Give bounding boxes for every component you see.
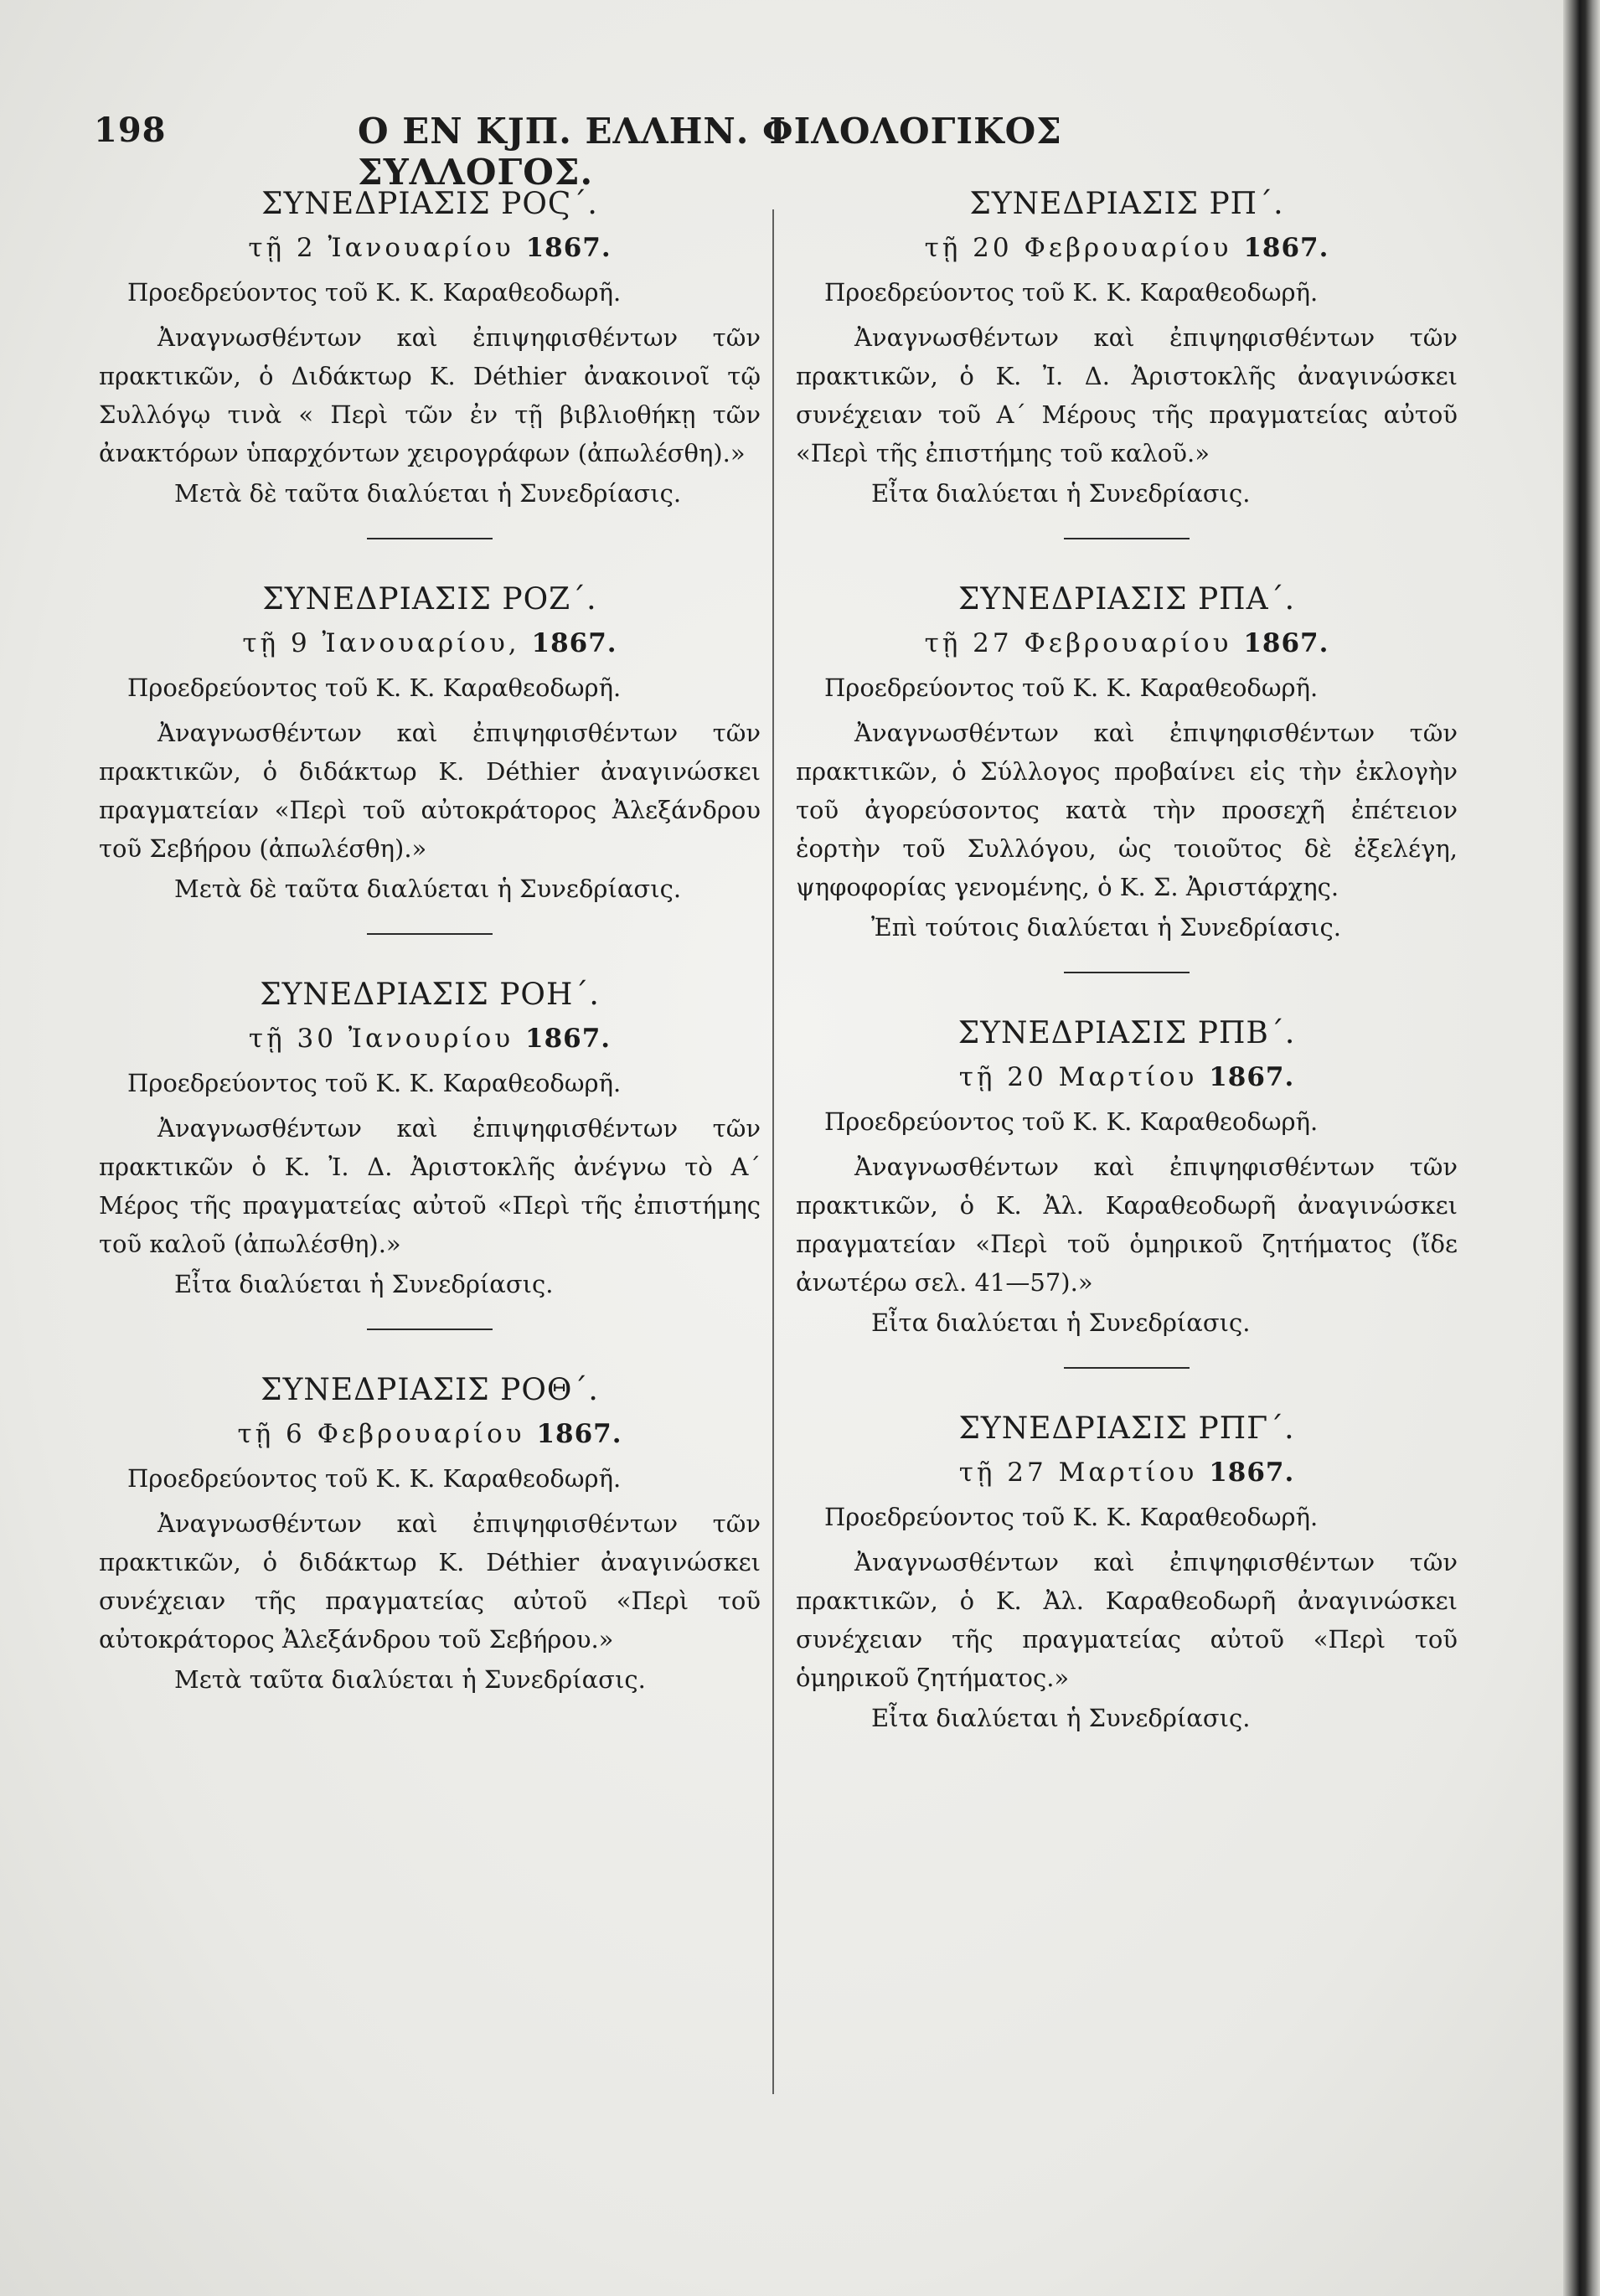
session-entry [796, 578, 1458, 947]
session-closing: Εἶτα διαλύεται ἡ Συνεδρίασις. [871, 1704, 1251, 1732]
session-chair: Προεδρεύοντος τοῦ Κ. Κ. Καραθεοδωρῆ. [824, 1503, 1319, 1531]
session-body: Ἀναγνωσθέντων καὶ ἐπιψηφισθέντων τῶν πρακτικῶν, ὁ Κ. Ἀλ. Καραθεοδωρῆ ἀναγινώσκει συνέχειαν τῆς πραγματείας αὐτοῦ «Περὶ τοῦ ὁμηρικοῦ ζητήματος.» [796, 1548, 1458, 1692]
session-title: ΣΥΝΕΔΡΙΑΣΙΣ ΡΟΖ΄. [262, 582, 597, 617]
session-date-text: τῇ 20 Μαρτίου [958, 1062, 1198, 1092]
page-header [94, 111, 1183, 193]
left-column [99, 183, 761, 1699]
session-closing: Εἶτα διαλύεται ἡ Συνεδρίασις. [871, 479, 1251, 508]
session-date-text: τῇ 9 Ἰανουαρίου, [242, 628, 520, 658]
session-year: 1867. [1209, 1062, 1295, 1092]
section-divider [367, 1329, 493, 1330]
session-title: ΣΥΝΕΔΡΙΑΣΙΣ ΡΟΗ΄. [260, 978, 600, 1012]
section-divider [1064, 1367, 1190, 1369]
session-closing: Μετὰ δὲ ταῦτα διαλύεται ἡ Συνεδρίασις. [174, 479, 682, 508]
session-title: ΣΥΝΕΔΡΙΑΣΙΣ ΡΠΑ΄. [957, 582, 1296, 617]
session-chair: Προεδρεύοντος τοῦ Κ. Κ. Καραθεοδωρῆ. [127, 1069, 622, 1097]
session-entry [796, 1407, 1458, 1737]
session-chair: Προεδρεύοντος τοῦ Κ. Κ. Καραθεοδωρῆ. [824, 673, 1319, 702]
session-date-text: τῇ 27 Μαρτίου [958, 1458, 1198, 1488]
session-chair: Προεδρεύοντος τοῦ Κ. Κ. Καραθεοδωρῆ. [824, 278, 1319, 307]
session-date-text: τῇ 20 Φεβρουαρίου [924, 233, 1232, 263]
session-entry [99, 973, 761, 1303]
book-spine-shadow [1563, 0, 1600, 2296]
session-year: 1867. [1243, 233, 1329, 263]
session-date-text: τῇ 30 Ἰανουρίου [248, 1024, 514, 1054]
session-entry [99, 1369, 761, 1699]
session-body: Ἀναγνωσθέντων καὶ ἐπιψηφισθέντων τῶν πρακτικῶν, ὁ διδάκτωρ Κ. Déthier ἀναγινώσκει πραγματείαν «Περὶ τοῦ αὐτοκράτορος Ἀλεξάνδρου τοῦ Σεβήρου (ἀπωλέσθη).» [99, 719, 761, 863]
session-year: 1867. [1209, 1458, 1295, 1488]
session-date-text: τῇ 2 Ἰανουαρίου [248, 233, 514, 263]
session-chair: Προεδρεύοντος τοῦ Κ. Κ. Καραθεοδωρῆ. [127, 278, 622, 307]
session-title: ΣΥΝΕΔΡΙΑΣΙΣ ΡΠΓ΄. [958, 1411, 1295, 1446]
session-title: ΣΥΝΕΔΡΙΑΣΙΣ ΡΠ΄. [969, 187, 1284, 221]
page-number: 198 [94, 111, 167, 150]
session-date [796, 1452, 1458, 1493]
session-body: Ἀναγνωσθέντων καὶ ἐπιψηφισθέντων τῶν πρακτικῶν ὁ Κ. Ἰ. Δ. Ἀριστοκλῆς ἀνέγνω τὸ Α΄ Μέρος τῆς πραγματείας αὐτοῦ «Περὶ τῆς ἐπιστήμης τοῦ καλοῦ (ἀπωλέσθη).» [99, 1114, 761, 1258]
session-entry [796, 1012, 1458, 1342]
section-divider [1064, 972, 1190, 973]
session-date [796, 1057, 1458, 1097]
running-title: Ο ΕΝ ΚJΠ. ΕΛΛΗΝ. ΦΙΛΟΛΟΓΙΚΟΣ ΣΥΛΛΟΓΟΣ. [358, 111, 1062, 193]
session-year: 1867. [525, 1024, 612, 1054]
section-divider [1064, 538, 1190, 539]
session-date [99, 228, 761, 268]
session-title: ΣΥΝΕΔΡΙΑΣΙΣ ΡΟΘ΄. [261, 1373, 599, 1407]
session-title: ΣΥΝΕΔΡΙΑΣΙΣ ΡΟϚ΄. [261, 187, 598, 221]
session-closing: Μετὰ ταῦτα διαλύεται ἡ Συνεδρίασις. [174, 1665, 646, 1694]
session-title: ΣΥΝΕΔΡΙΑΣΙΣ ΡΠΒ΄. [957, 1016, 1296, 1050]
session-year: 1867. [525, 233, 612, 263]
section-divider [367, 538, 493, 539]
session-chair: Προεδρεύοντος τοῦ Κ. Κ. Καραθεοδωρῆ. [824, 1107, 1319, 1136]
session-body: Ἀναγνωσθέντων καὶ ἐπιψηφισθέντων τῶν πρακτικῶν, ὁ Κ. Ἀλ. Καραθεοδωρῆ ἀναγινώσκει πραγματείαν «Περὶ τοῦ ὁμηρικοῦ ζητήματος (ἴδε ἀνωτέρω σελ. 41—57).» [796, 1153, 1458, 1297]
section-divider [367, 933, 493, 935]
session-entry [99, 578, 761, 908]
session-chair: Προεδρεύοντος τοῦ Κ. Κ. Καραθεοδωρῆ. [127, 1464, 622, 1493]
session-date [796, 623, 1458, 663]
session-entry [796, 183, 1458, 513]
session-date-text: τῇ 27 Φεβρουαρίου [924, 628, 1232, 658]
session-closing: Μετὰ δὲ ταῦτα διαλύεται ἡ Συνεδρίασις. [174, 875, 682, 903]
session-closing: Ἐπὶ τούτοις διαλύεται ἡ Συνεδρίασις. [871, 913, 1341, 942]
right-column [796, 183, 1458, 1737]
session-body: Ἀναγνωσθέντων καὶ ἐπιψηφισθέντων τῶν πρακτικῶν, ὁ Διδάκτωρ Κ. Déthier ἀνακοινοῖ τῷ Συλλόγῳ τινὰ « Περὶ τῶν ἐν τῇ βιβλιοθήκῃ τῶν ἀνακτόρων ὑπαρχόντων χειρογράφων (ἀπωλέσθη).» [99, 323, 761, 467]
session-year: 1867. [531, 628, 617, 658]
session-date [99, 623, 761, 663]
session-chair: Προεδρεύοντος τοῦ Κ. Κ. Καραθεοδωρῆ. [127, 673, 622, 702]
session-date-text: τῇ 6 Φεβρουαρίου [237, 1419, 525, 1449]
session-body: Ἀναγνωσθέντων καὶ ἐπιψηφισθέντων τῶν πρακτικῶν, ὁ Σύλλογος προβαίνει εἰς τὴν ἐκλογὴν τοῦ ἀγορεύσοντος κατὰ τὴν προσεχῆ ἐπέτειον ἑορτὴν τοῦ Συλλόγου, ὡς τοιοῦτος δὲ ἐξελέγη, ψηφοφορίας γενομένης, ὁ Κ. Σ. Ἀριστάρχης. [796, 719, 1458, 901]
session-date [99, 1019, 761, 1059]
session-year: 1867. [1243, 628, 1329, 658]
session-body: Ἀναγνωσθέντων καὶ ἐπιψηφισθέντων τῶν πρακτικῶν, ὁ διδάκτωρ Κ. Déthier ἀναγινώσκει συνέχειαν τῆς πραγματείας αὐτοῦ «Περὶ τοῦ αὐτοκράτορος Ἀλεξάνδρου τοῦ Σεβήρου.» [99, 1509, 761, 1654]
column-divider-rule [772, 209, 774, 2094]
session-date [796, 228, 1458, 268]
session-body: Ἀναγνωσθέντων καὶ ἐπιψηφισθέντων τῶν πρακτικῶν, ὁ Κ. Ἰ. Δ. Ἀριστοκλῆς ἀναγινώσκει συνέχειαν τοῦ Α΄ Μέρους τῆς πραγματείας αὐτοῦ «Περὶ τῆς ἐπιστήμης τοῦ καλοῦ.» [796, 323, 1458, 467]
session-date [99, 1414, 761, 1454]
session-year: 1867. [536, 1419, 622, 1449]
session-closing: Εἶτα διαλύεται ἡ Συνεδρίασις. [174, 1270, 554, 1298]
session-closing: Εἶτα διαλύεται ἡ Συνεδρίασις. [871, 1308, 1251, 1337]
session-entry [99, 183, 761, 513]
